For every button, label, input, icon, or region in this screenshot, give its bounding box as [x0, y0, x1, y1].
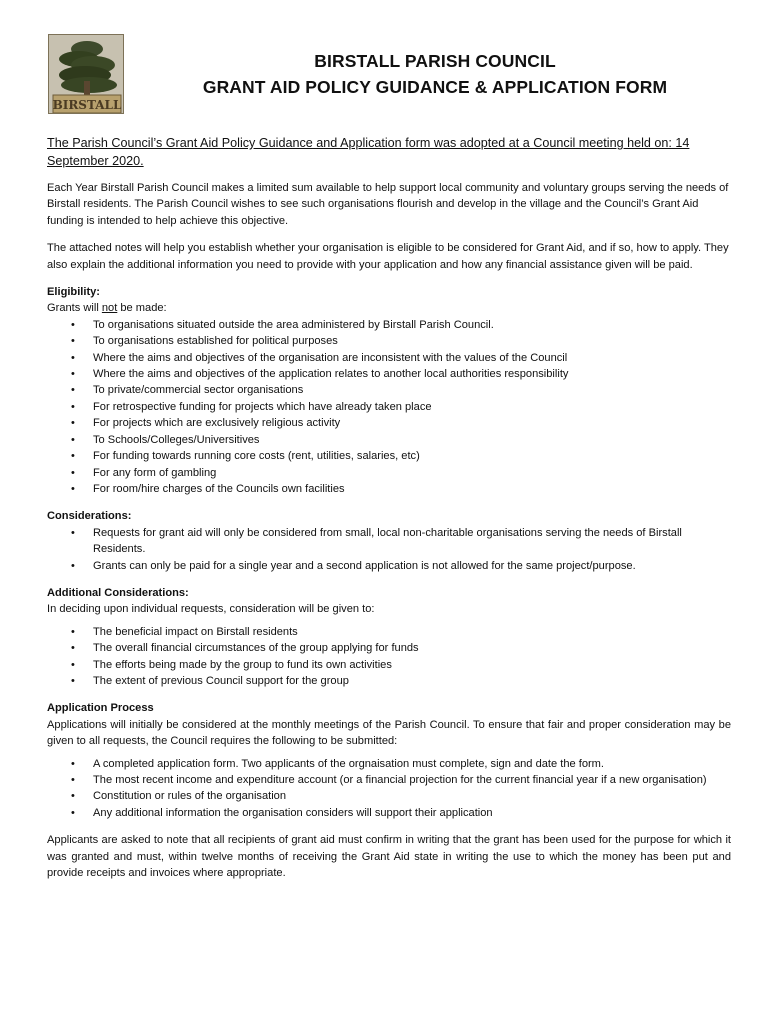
list-item: • To private/commercial sector organisations [47, 382, 731, 398]
section-heading: Eligibility: [47, 286, 101, 299]
document-title [140, 48, 730, 100]
section-heading: Considerations: [47, 510, 132, 523]
list-item: • The efforts being made by the group to fund its own activities [47, 657, 731, 673]
list-item: • To organisations situated outside the area administered by Birstall Parish Council. [47, 317, 731, 333]
list-item: • The extent of previous Council support for the group [47, 673, 731, 689]
list-item: • The overall financial circumstances of the group applying for funds [47, 640, 731, 656]
document-body [47, 134, 731, 892]
additional-list [47, 624, 731, 690]
eligibility-section [47, 284, 731, 497]
logo-text: BIRSTALL [52, 98, 122, 112]
tree-icon [49, 35, 124, 114]
additional-considerations-section [47, 585, 731, 689]
paragraph: Each Year Birstall Parish Council makes a limited sum available to help support local community and voluntary groups serving the needs of Birstall residents. The Parish Council wishes to see such organisations flourish and develop in the village and the Council’s Grant Aid funding is intended to help achieve this objective. [47, 182, 729, 227]
list-item: • A completed application form. Two applicants of the orgnaisation must complete, sign and date the form. [47, 756, 731, 772]
application-lead: Applications will initially be considered at the monthly meetings of the Parish Council. To ensure that fair and proper consideration may be given to all requests, the Council requires the following to be submitted: [47, 718, 731, 748]
list-item: • Constitution or rules of the organisation [47, 788, 731, 804]
lead-text: Grants will [47, 302, 102, 315]
adoption-statement: The Parish Council’s Grant Aid Policy Guidance and Application form was adopted at a Council meeting held on: 14 September 2020. [47, 136, 690, 168]
list-item: • For funding towards running core costs (rent, utilities, salaries, etc) [47, 448, 731, 464]
lead-text: be made: [117, 302, 167, 315]
application-process-section [47, 700, 731, 821]
closing-paragraph: Applicants are asked to note that all recipients of grant aid must confirm in writing that the grant has been used for the purpose for which it was granted and must, within twelve months of receiving the Grant Aid state in writing the use to which the money has been put and provide receipts and invoices where appropriate. [47, 834, 731, 880]
list-item: • Grants can only be paid for a single year and a second application is not allowed for the same project/purpose. [47, 558, 731, 574]
considerations-section [47, 508, 731, 574]
paragraph: The attached notes will help you establish whether your organisation is eligible to be considered for Grant Aid, and if so, how to apply. They also explain the additional information you need to provide with your application and how any financial assistance given will be paid. [47, 242, 729, 271]
lead-emphasis: not [101, 302, 118, 315]
list-item: • For any form of gambling [47, 465, 731, 481]
list-item: • Where the aims and objectives of the application relates to another local authorities responsibility [47, 366, 731, 382]
list-item: • Requests for grant aid will only be considered from small, local non-charitable organisations serving the needs of Birstall Residents. [47, 525, 731, 558]
additional-lead: In deciding upon individual requests, consideration will be given to: [47, 603, 375, 616]
considerations-list [47, 525, 731, 574]
application-list [47, 756, 731, 822]
title-line-2: GRANT AID POLICY GUIDANCE & APPLICATION FORM [202, 77, 668, 97]
list-item: • To Schools/Colleges/Universitives [47, 432, 731, 448]
list-item: • The most recent income and expenditure account (or a financial projection for the current financial year if a new organisation) [47, 772, 731, 788]
list-item: • For room/hire charges of the Councils own facilities [47, 481, 731, 497]
list-item: • The beneficial impact on Birstall residents [47, 624, 731, 640]
list-item: • For retrospective funding for projects which have already taken place [47, 399, 731, 415]
section-heading: Application Process [47, 702, 154, 715]
list-item: • For projects which are exclusively religious activity [47, 415, 731, 431]
list-item: • Any additional information the organisation considers will support their application [47, 805, 731, 821]
birstall-logo [48, 34, 124, 114]
eligibility-list [47, 317, 731, 497]
eligibility-lead [47, 300, 731, 316]
list-item: • To organisations established for political purposes [47, 333, 731, 349]
list-item: • Where the aims and objectives of the organisation are inconsistent with the values of the Council [47, 350, 731, 366]
section-heading: Additional Considerations: [47, 586, 189, 599]
title-line-1: BIRSTALL PARISH COUNCIL [314, 51, 556, 71]
